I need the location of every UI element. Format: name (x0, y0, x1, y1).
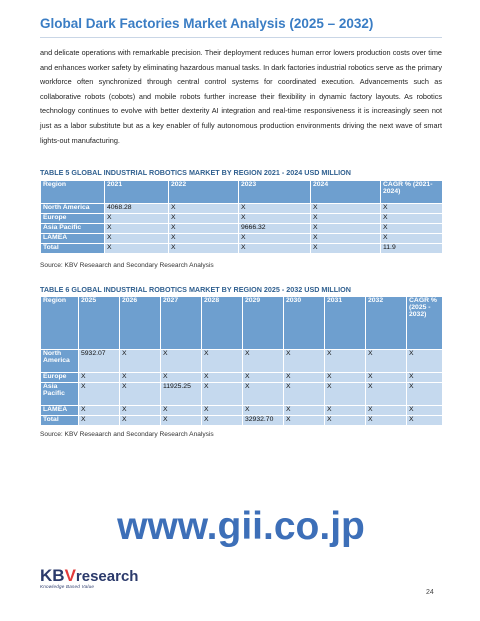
table-cell: X (202, 383, 243, 406)
table6-header-cell: Region (41, 297, 79, 350)
table6-header-row (41, 297, 443, 350)
table-cell: X (366, 373, 407, 383)
table-cell: X (79, 406, 120, 416)
watermark-text: www.gii.co.jp (117, 505, 365, 548)
table-cell: 9666.32 (239, 224, 311, 234)
row-label-cell: Total (41, 416, 79, 426)
table-cell: X (105, 244, 169, 254)
table-cell: X (169, 214, 239, 224)
table-cell: X (105, 224, 169, 234)
table-cell: 4068.28 (105, 204, 169, 214)
table-row (41, 224, 443, 234)
table-cell: X (311, 214, 381, 224)
table-cell: X (381, 214, 443, 224)
table6-header-cell: 2027 (161, 297, 202, 350)
table6-header-cell: 2032 (366, 297, 407, 350)
kbv-research-logo (40, 566, 138, 589)
table-cell: X (366, 416, 407, 426)
logo-tagline: Knowledge Based Value (40, 584, 95, 589)
table-cell: X (169, 234, 239, 244)
table-cell: X (120, 383, 161, 406)
table-cell: X (311, 244, 381, 254)
table-cell: X (311, 204, 381, 214)
table-cell: X (120, 350, 161, 373)
page-title: Global Dark Factories Market Analysis (2025 – 2032) (40, 16, 374, 31)
table-cell: X (105, 234, 169, 244)
table-cell: X (381, 224, 443, 234)
table-cell: 32932.70 (243, 416, 284, 426)
table-row (41, 373, 443, 383)
table-row (41, 244, 443, 254)
table-cell: X (161, 406, 202, 416)
table6-body (41, 350, 443, 426)
table-cell: X (325, 406, 366, 416)
row-label-cell: Europe (41, 373, 79, 383)
table-row (41, 204, 443, 214)
table6-header-cell: 2031 (325, 297, 366, 350)
table-cell: X (366, 383, 407, 406)
row-label-cell: Asia Pacific (41, 224, 105, 234)
table-cell: X (169, 224, 239, 234)
table5-header-cell: CAGR % (2021-2024) (381, 181, 443, 204)
logo-wordmark (40, 566, 138, 586)
table-cell: X (243, 373, 284, 383)
table-cell: X (239, 234, 311, 244)
row-label-cell: North America (41, 204, 105, 214)
table5 (40, 180, 443, 254)
table-cell: X (161, 350, 202, 373)
table-cell: X (243, 350, 284, 373)
table-cell: X (79, 373, 120, 383)
logo-research: research (75, 568, 139, 585)
row-label-cell: Total (41, 244, 105, 254)
table6-header-cell: CAGR % (2025 - 2032) (407, 297, 443, 350)
row-label-cell: North America (41, 350, 79, 373)
table-row (41, 350, 443, 373)
table-cell: X (202, 416, 243, 426)
table5-header-row (41, 181, 443, 204)
logo-kb: KB (40, 566, 65, 585)
table-cell: X (202, 350, 243, 373)
table-cell: X (407, 373, 443, 383)
table-cell: X (381, 204, 443, 214)
table-cell: X (366, 406, 407, 416)
table-row (41, 406, 443, 416)
table6-header-cell: 2030 (284, 297, 325, 350)
table5-caption: TABLE 5 GLOBAL INDUSTRIAL ROBOTICS MARKET BY REGION 2021 - 2024 USD MILLION (40, 168, 351, 177)
table-cell: X (325, 383, 366, 406)
table5-header-cell: 2022 (169, 181, 239, 204)
table-cell: X (202, 406, 243, 416)
table-cell: 5932.07 (79, 350, 120, 373)
table6-header-cell: 2028 (202, 297, 243, 350)
table-cell: X (284, 406, 325, 416)
table-cell: X (407, 383, 443, 406)
table-cell: X (79, 416, 120, 426)
table5-header-cell: Region (41, 181, 105, 204)
table6-header (41, 297, 443, 350)
logo-v: V (64, 566, 76, 585)
table-cell: X (239, 214, 311, 224)
table-cell: X (239, 204, 311, 214)
table5-body (41, 204, 443, 254)
table-cell: X (381, 234, 443, 244)
table-cell: X (407, 416, 443, 426)
table-cell: X (202, 373, 243, 383)
table-cell: X (407, 350, 443, 373)
table-cell: X (407, 406, 443, 416)
table-cell: X (284, 350, 325, 373)
row-label-cell: Europe (41, 214, 105, 224)
table-cell: X (325, 416, 366, 426)
table-cell: 11.9 (381, 244, 443, 254)
table6-header-cell: 2025 (79, 297, 120, 350)
table-cell: X (325, 350, 366, 373)
table5-header-cell: 2023 (239, 181, 311, 204)
table-cell: X (284, 373, 325, 383)
table-cell: X (169, 244, 239, 254)
table-cell: X (120, 373, 161, 383)
page-number: 24 (426, 589, 434, 596)
row-label-cell: LAMEA (41, 234, 105, 244)
title-divider (40, 37, 442, 38)
table-cell: X (169, 204, 239, 214)
table6-source: Source: KBV Reseaarch and Secondary Research Analysis (40, 431, 214, 438)
table-cell: X (120, 406, 161, 416)
table-cell: X (311, 234, 381, 244)
table-cell: X (284, 416, 325, 426)
table6-header-cell: 2026 (120, 297, 161, 350)
row-label-cell: Asia Pacific (41, 383, 79, 406)
table5-header-cell: 2024 (311, 181, 381, 204)
table-cell: X (239, 244, 311, 254)
table6-header-cell: 2029 (243, 297, 284, 350)
table-cell: 11925.25 (161, 383, 202, 406)
table-cell: X (284, 383, 325, 406)
table5-header (41, 181, 443, 204)
table6 (40, 296, 443, 426)
table-row (41, 214, 443, 224)
table-cell: X (120, 416, 161, 426)
table5-source: Source: KBV Reseaarch and Secondary Research Analysis (40, 262, 214, 269)
table-row (41, 383, 443, 406)
row-label-cell: LAMEA (41, 406, 79, 416)
table-row (41, 234, 443, 244)
body-paragraph: and delicate operations with remarkable precision. Their deployment reduces human error lowers production costs over time and enhances worker safety by eliminating hazardous manual tasks. In dark factories industrial robotics serve as the primary workforce often synchronized through central control systems for coordinated execution. Advancements such as collaborative robots (cobots) and mobile robots further increase their flexibility in dynamic factory layouts. As robotics technology continues to evolve with better dexterity AI integration and real-time responsiveness it is increasingly seen not just as a labor substitute but as a key enabler of fully autonomous production environments driving the next wave of smart lights-out manufacturing. (40, 48, 442, 145)
table-cell: X (311, 224, 381, 234)
table-cell: X (161, 416, 202, 426)
table-cell: X (366, 350, 407, 373)
table6-caption: TABLE 6 GLOBAL INDUSTRIAL ROBOTICS MARKET BY REGION 2025 - 2032 USD MILLION (40, 285, 351, 294)
table-cell: X (243, 383, 284, 406)
table-row (41, 416, 443, 426)
table-cell: X (79, 383, 120, 406)
table-cell: X (243, 406, 284, 416)
table-cell: X (105, 214, 169, 224)
table-cell: X (161, 373, 202, 383)
table5-header-cell: 2021 (105, 181, 169, 204)
table-cell: X (325, 373, 366, 383)
